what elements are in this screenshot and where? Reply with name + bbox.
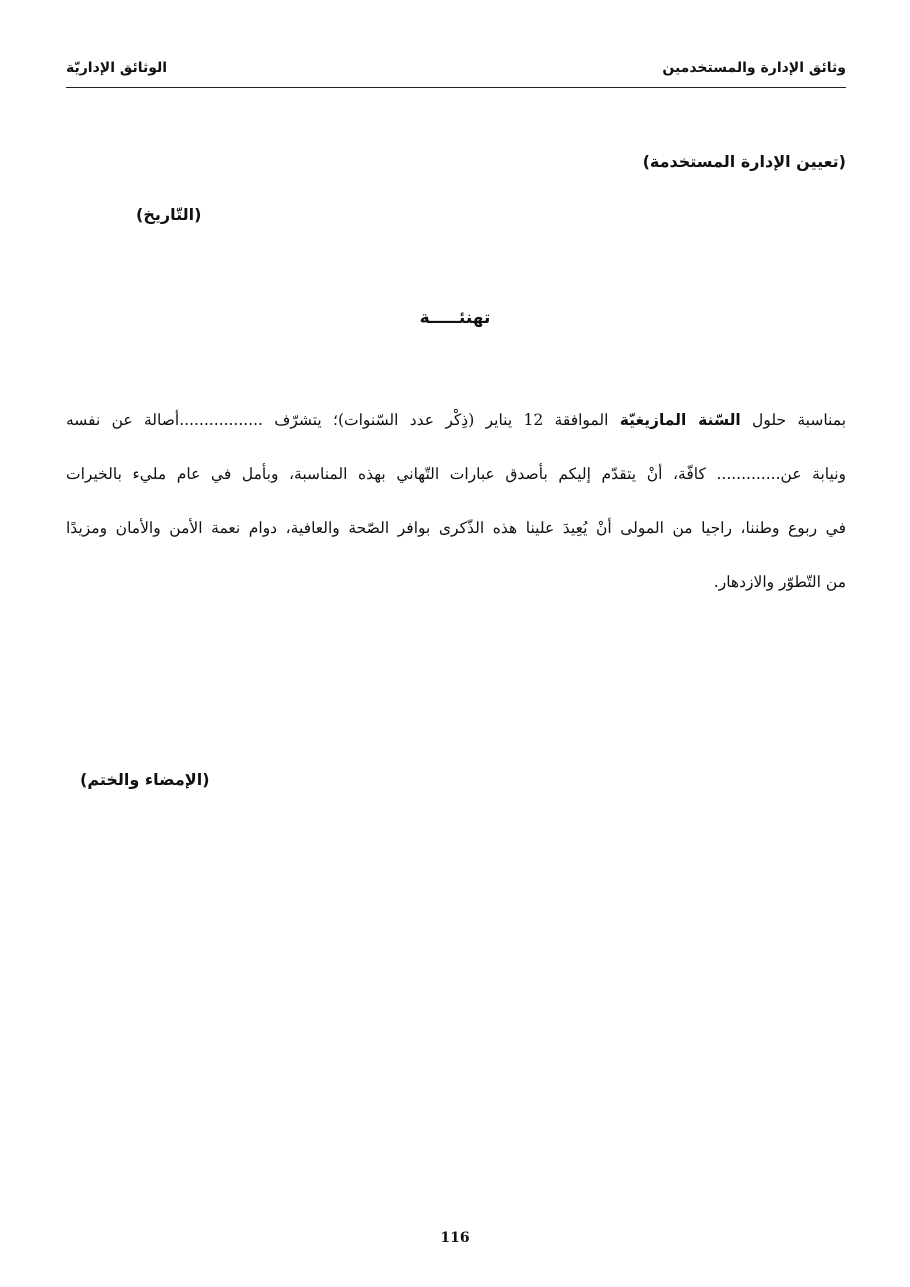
body-paragraph (66, 406, 846, 622)
body-line-3: في ربوع وطننا، راجيا من المولى أنْ يُعِيدَ علينا هذه الذّكرى بوافر الصّحة والعافية، دوام نعمة الأمن والأمان ومزيدًا (66, 519, 846, 537)
body-line-4: من التّطوّر والازدهار. (713, 573, 846, 591)
body-line-1 (66, 406, 846, 460)
header-section-title: الوثائق الإداريّة (66, 60, 168, 76)
body-line-1-end: الموافقة 12 يناير (ذِكْر عدد السّنوات)؛ يتشرّف .................أصالة عن نفسه (66, 411, 620, 429)
document-title: تهنئـــــة (419, 308, 491, 328)
page-number: 116 (440, 1230, 470, 1246)
placeholder-administration: (تعيين الإدارة المستخدمة) (642, 152, 846, 171)
body-line-2: ونيابة عن............. كافّة، أنْ يتقدّم إليكم بأصدق عبارات التّهاني بهذه المناسبة، وبأمل في عام مليء بالخيرات (66, 465, 846, 483)
header-chapter-title: وثائق الإدارة والمستخدمين (662, 60, 846, 76)
placeholder-signature: (الإمضاء والختم) (80, 770, 210, 789)
body-line-1-bold: السّنة المازيغيّة (619, 411, 741, 429)
placeholder-date: (التّاريخ) (136, 205, 202, 224)
body-line-1-start: بمناسبة حلول (740, 411, 846, 429)
running-header (66, 55, 846, 88)
